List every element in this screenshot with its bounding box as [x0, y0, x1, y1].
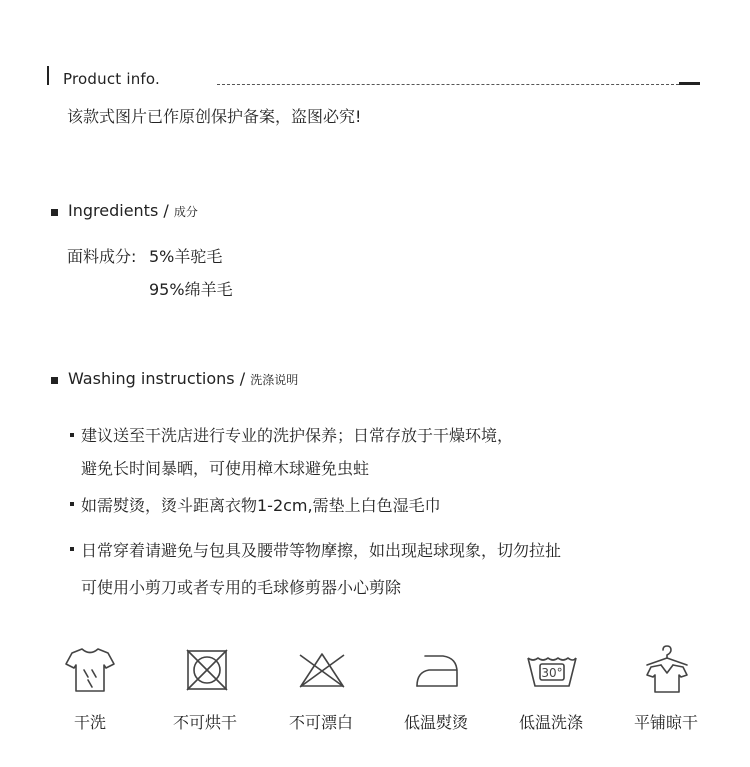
wash-temperature: 30°	[541, 666, 563, 680]
washing-line-5: 可使用小剪刀或者专用的毛球修剪器小心剪除	[81, 578, 402, 597]
dashed-divider	[217, 84, 679, 85]
care-label-low-wash: 低温洗涤	[518, 713, 583, 732]
ingredients-title: Ingredients	[68, 201, 159, 220]
washing-line-3: 如需熨烫，烫斗距离衣物1-2cm,需垫上白色湿毛巾	[81, 496, 441, 515]
washing-line-2: 避免长时间暴晒，可使用樟木球避免虫蛀	[81, 459, 370, 478]
fabric-label: 面料成分:	[67, 247, 137, 266]
header-accent-bar	[47, 66, 49, 85]
wash-30-icon	[512, 645, 592, 695]
care-label-flat-dry: 平铺晾干	[633, 713, 698, 732]
washing-subtitle: 洗涤说明	[250, 373, 299, 387]
care-label-dry-clean: 干洗	[73, 713, 106, 732]
section-title-product-info: Product info.	[63, 70, 160, 88]
bullet-dot	[70, 502, 74, 506]
washing-line-4: 日常穿着请避免与包具及腰带等物摩擦，如出现起球现象，切勿拉扯	[81, 541, 562, 560]
bullet-dot	[70, 433, 74, 437]
divider-end-mark	[679, 82, 700, 85]
flat-dry-icon	[627, 645, 707, 695]
no-bleach-icon	[282, 645, 362, 695]
care-label-no-bleach: 不可漂白	[288, 713, 353, 732]
washing-slash: /	[239, 369, 246, 388]
care-label-low-iron: 低温熨烫	[403, 713, 468, 732]
low-iron-icon	[397, 645, 477, 695]
bullet-dot	[70, 547, 74, 551]
no-tumble-dry-icon	[167, 645, 247, 695]
ingredients-subtitle: 成分	[173, 205, 198, 219]
ingredients-slash: /	[163, 201, 169, 220]
ingredients-heading	[68, 201, 198, 220]
washing-title: Washing instructions	[68, 369, 235, 388]
washing-square-bullet	[51, 377, 58, 384]
washing-line-1: 建议送至干洗店进行专业的洗护保养；日常存放于干燥环境，	[81, 426, 514, 445]
ingredients-square-bullet	[51, 209, 58, 216]
washing-heading	[68, 369, 298, 388]
copyright-notice: 该款式图片已作原创保护备案，盗图必究!	[67, 107, 362, 126]
dry-clean-icon	[50, 645, 130, 695]
care-label-no-tumble-dry: 不可烘干	[172, 713, 237, 732]
fabric-item-2: 95%绵羊毛	[149, 280, 233, 299]
fabric-item-1: 5%羊驼毛	[149, 247, 223, 266]
